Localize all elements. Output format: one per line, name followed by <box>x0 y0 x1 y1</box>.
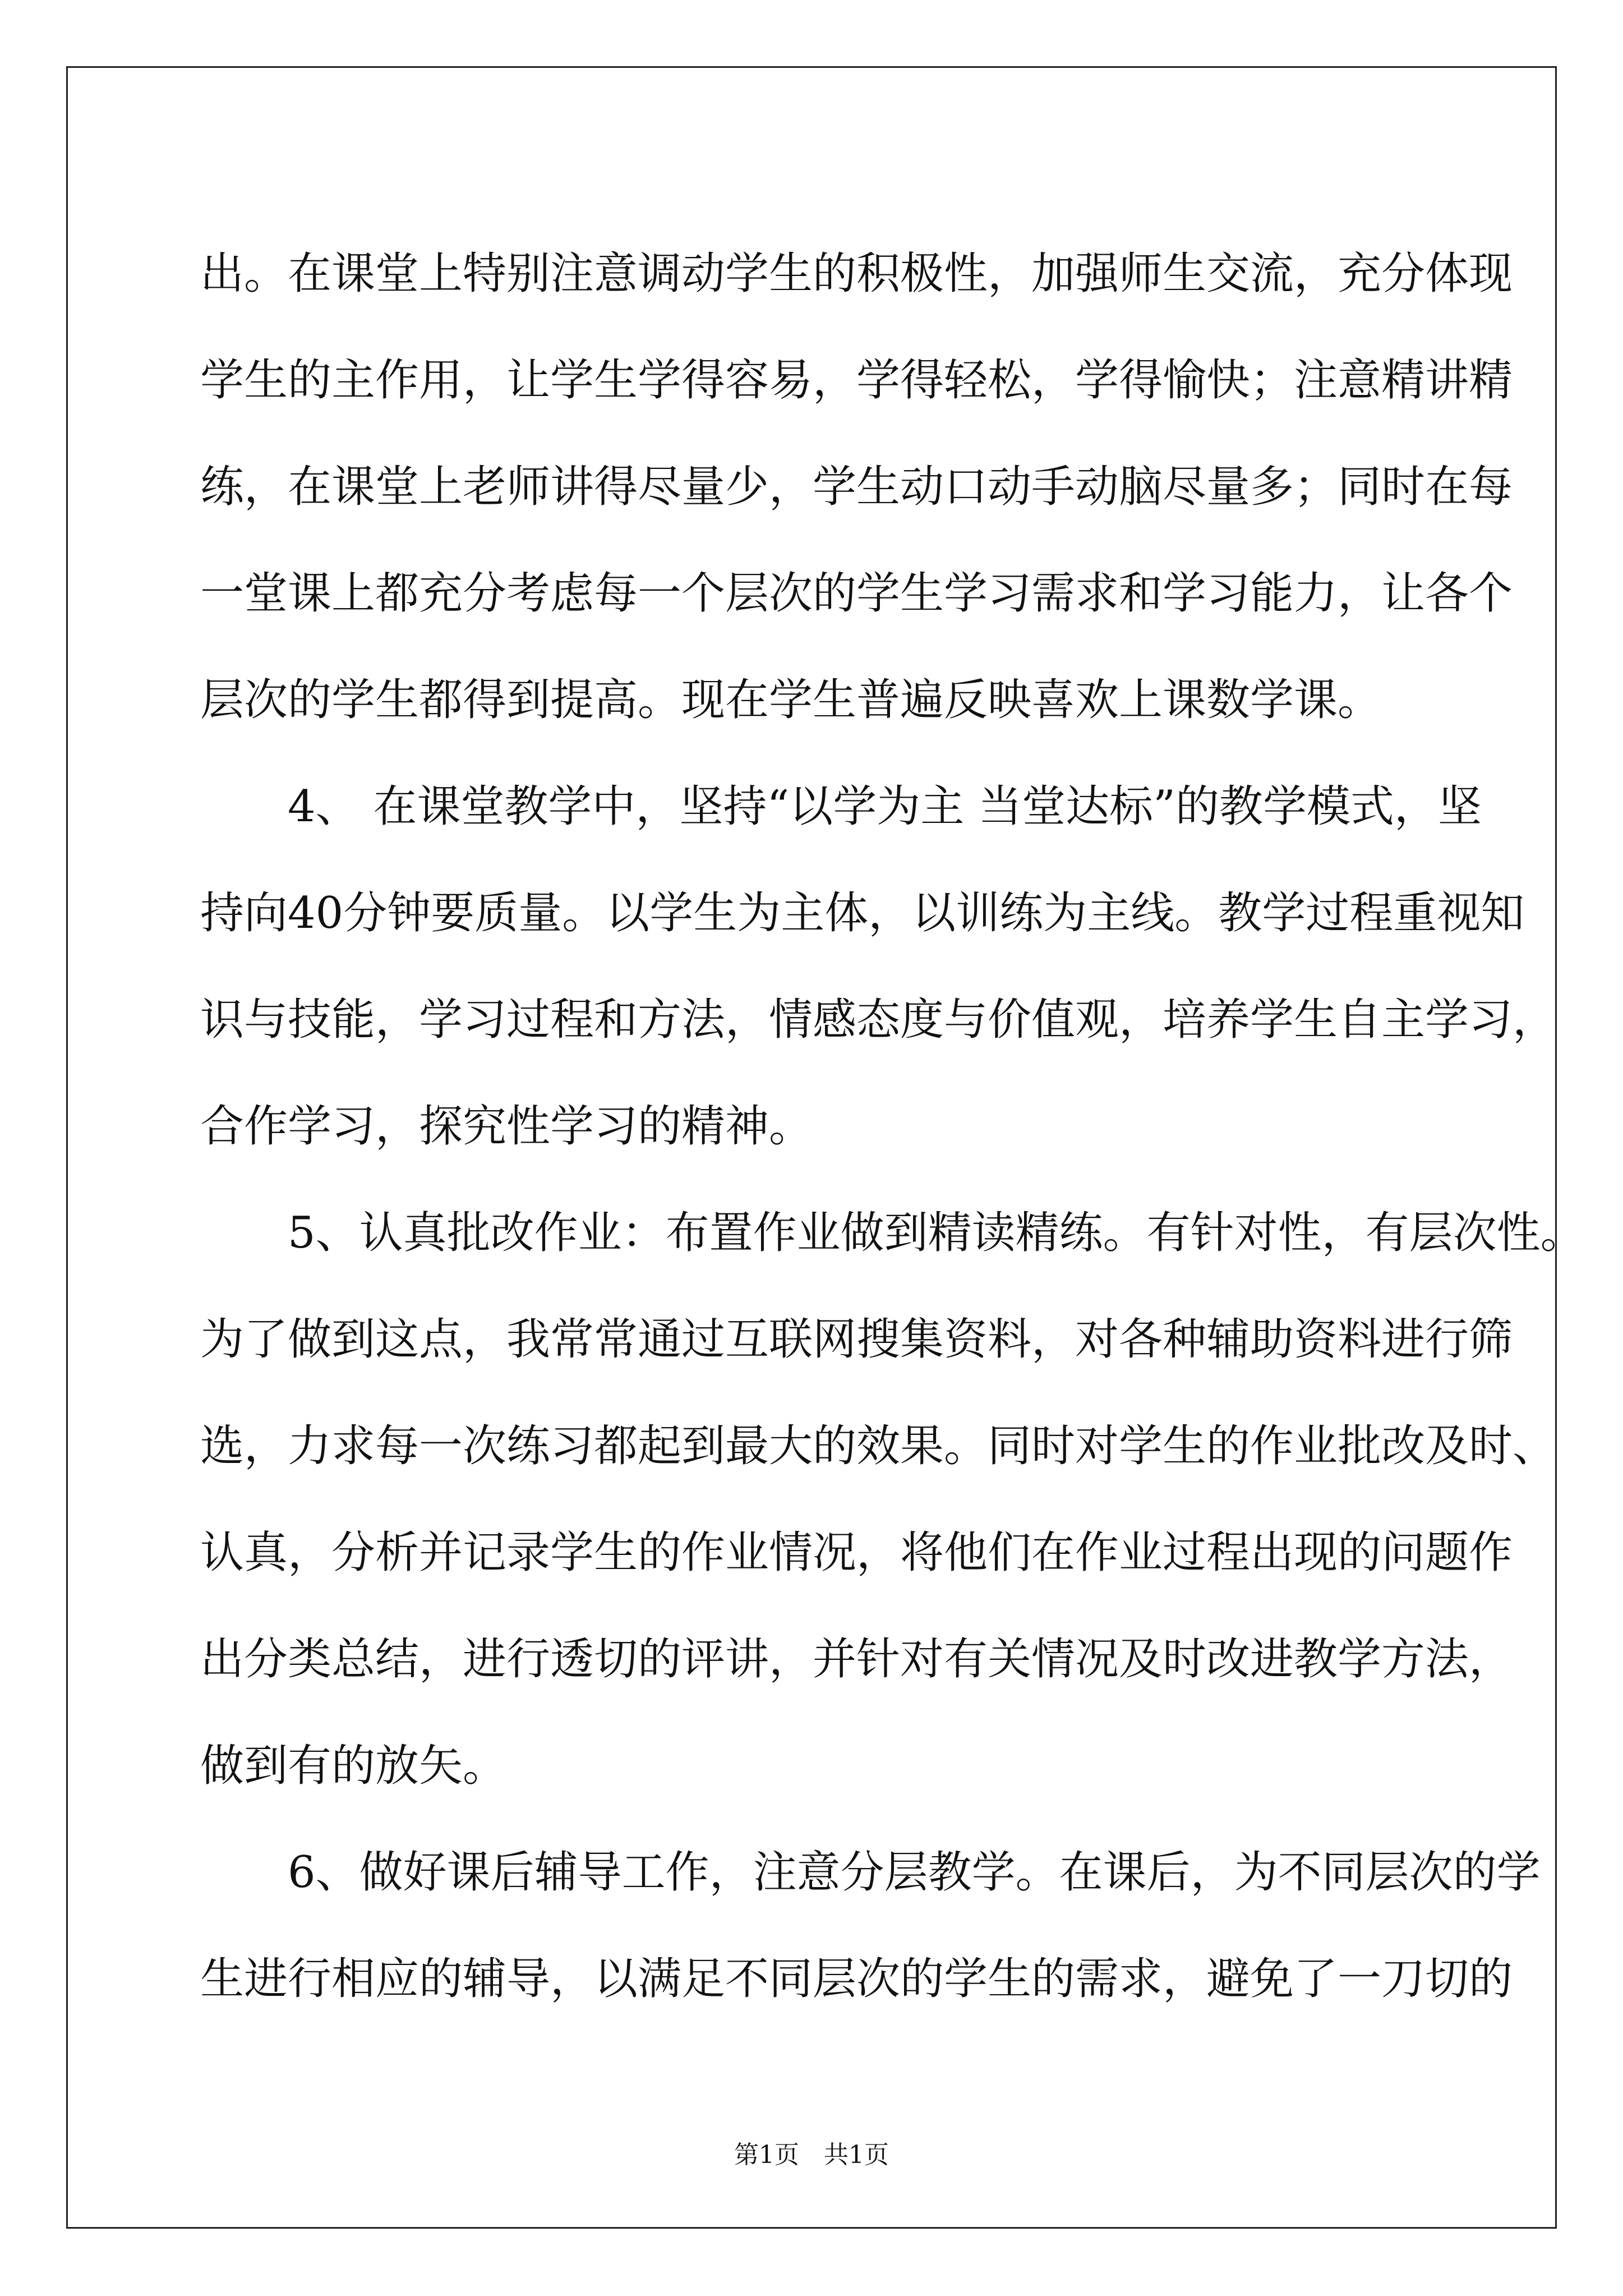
text-line: 4、 在课堂教学中，坚持“以学为主 当堂达标”的教学模式，坚 <box>200 781 1482 832</box>
text-line: 一堂课上都充分考虑每一个层次的学生学习需求和学习能力，让各个 <box>200 568 1513 619</box>
text-line: 出。在课堂上特别注意调动学生的积极性，加强师生交流，充分体现 <box>200 249 1513 299</box>
text-line: 层次的学生都得到提高。现在学生普遍反映喜欢上课数学课。 <box>200 675 1382 725</box>
document-body <box>200 220 1584 2032</box>
text-line: 识与技能，学习过程和方法，情感态度与价值观，培养学生自主学习， <box>200 995 1557 1045</box>
text-line: 6、做好课后辅导工作，注意分层教学。在课后，为不同层次的学 <box>200 1847 1541 1898</box>
text-line: 出分类总结，进行透切的评讲，并针对有关情况及时改进教学方法， <box>200 1634 1513 1685</box>
text-line: 做到有的放矢。 <box>200 1741 507 1791</box>
page-footer: 第1页 共1页 <box>734 2141 889 2169</box>
text-line: 为了做到这点，我常常通过互联网搜集资料，对各种辅助资料进行筛 <box>200 1314 1513 1365</box>
text-line: 认真，分析并记录学生的作业情况，将他们在作业过程出现的问题作 <box>200 1527 1513 1578</box>
text-line: 生进行相应的辅导，以满足不同层次的学生的需求，避免了一刀切的 <box>200 1954 1513 2004</box>
text-line: 5、认真批改作业：布置作业做到精读精练。有针对性，有层次性。 <box>200 1208 1584 1258</box>
text-line: 选，力求每一次练习都起到最大的效果。同时对学生的作业批改及时、 <box>200 1421 1557 1471</box>
text-line: 持向40分钟要质量。以学生为主体，以训练为主线。教学过程重视知 <box>200 888 1525 938</box>
text-line: 合作学习，探究性学习的精神。 <box>200 1101 813 1152</box>
text-line: 学生的主作用，让学生学得容易，学得轻松，学得愉快；注意精讲精 <box>200 355 1513 406</box>
text-line: 练，在课堂上老师讲得尽量少，学生动口动手动脑尽量多；同时在每 <box>200 462 1513 512</box>
